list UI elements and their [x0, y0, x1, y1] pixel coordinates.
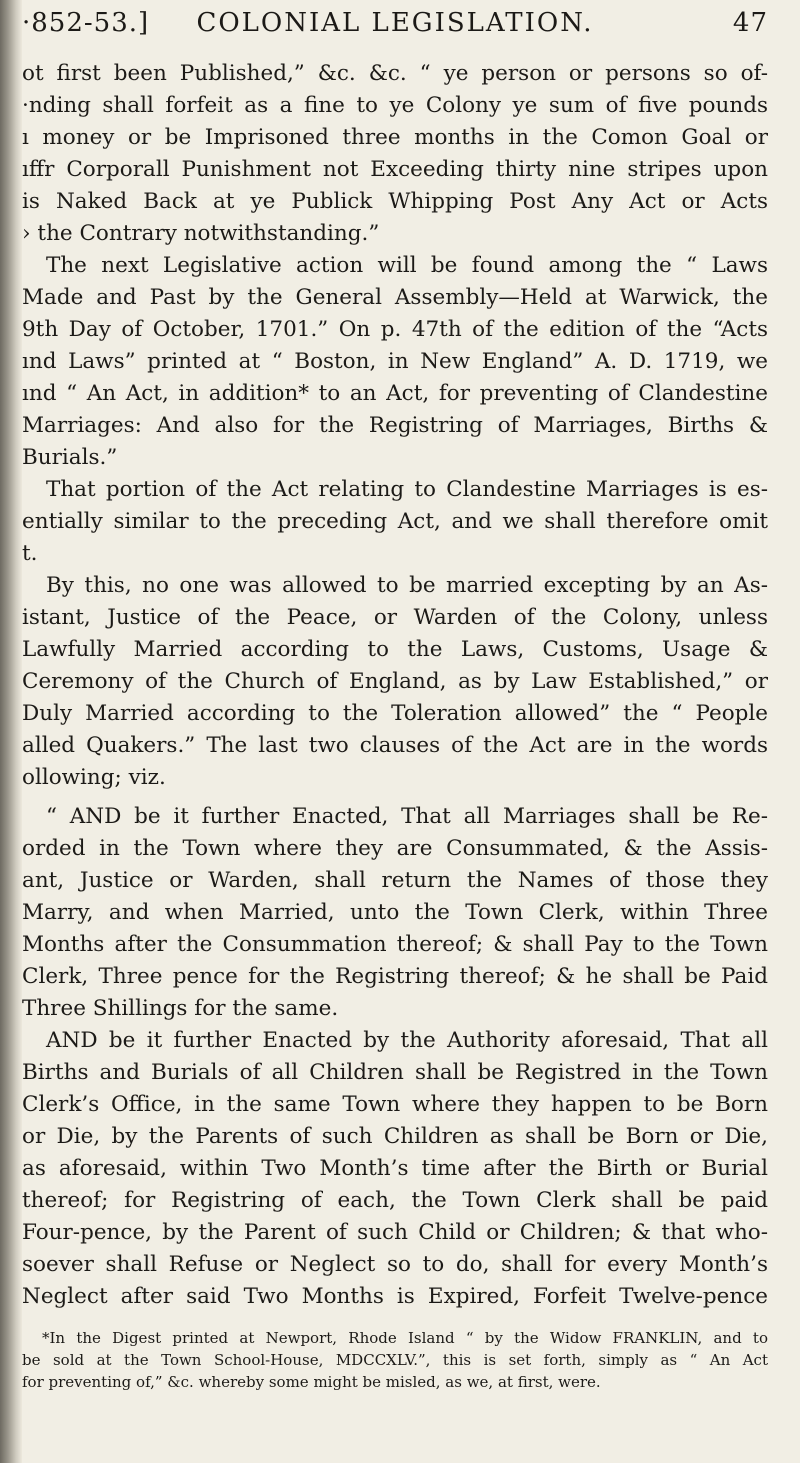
- page-number: 47: [732, 8, 768, 38]
- text-line: Ceremony of the Church of England, as by Law Established,” or: [22, 669, 768, 694]
- text-line: Four-pence, by the Parent of such Child or Children; & that who-: [22, 1220, 768, 1245]
- text-line: ı money or be Imprisoned three months in the Comon Goal or: [22, 125, 768, 150]
- text-line: ınd “ An Act, in addition* to an Act, for preventing of Clandestine: [22, 381, 768, 406]
- text-line: By this, no one was allowed to be married excepting by an As-: [46, 573, 768, 598]
- text-line: Marry, and when Married, unto the Town Clerk, within Three: [22, 900, 768, 925]
- body-text: [22, 58, 768, 1398]
- text-line: 9th Day of October, 1701.” On p. 47th of the edition of the “Acts: [22, 317, 768, 342]
- text-line: ollowing; viz.: [22, 765, 166, 790]
- text-line: That portion of the Act relating to Clandestine Marriages is es-: [46, 477, 768, 502]
- running-header-years: ·852-53.]: [22, 8, 150, 38]
- text-line: as aforesaid, within Two Month’s time after the Birth or Burial: [22, 1156, 768, 1181]
- text-line: Neglect after said Two Months is Expired, Forfeit Twelve-pence: [22, 1284, 768, 1309]
- text-line: “ AND be it further Enacted, That all Marriages shall be Re-: [46, 804, 768, 829]
- text-line: soever shall Refuse or Neglect so to do, shall for every Month’s: [22, 1252, 768, 1277]
- text-line: ·nding shall forfeit as a fine to ye Colony ye sum of five pounds: [22, 93, 768, 118]
- text-line: orded in the Town where they are Consummated, & the Assis-: [22, 836, 768, 861]
- text-line: ıffr Corporall Punishment not Exceeding thirty nine stripes upon: [22, 157, 768, 182]
- footnote: [22, 1327, 768, 1393]
- footnote-line: *In the Digest printed at Newport, Rhode Island “ by the Widow FRANKLIN, and to: [42, 1329, 768, 1347]
- text-line: ot first been Published,” &c. &c. “ ye person or persons so of-: [22, 61, 768, 86]
- text-line: Clerk, Three pence for the Registring thereof; & he shall be Paid: [22, 964, 768, 989]
- text-line: Made and Past by the General Assembly—Held at Warwick, the: [22, 285, 768, 310]
- text-line: Months after the Consummation thereof; & shall Pay to the Town: [22, 932, 768, 957]
- text-line: is Naked Back at ye Publick Whipping Post Any Act or Acts: [22, 189, 768, 214]
- text-line: entially similar to the preceding Act, and we shall therefore omit: [22, 509, 768, 534]
- text-line: ınd Laws” printed at “ Boston, in New England” A. D. 1719, we: [22, 349, 768, 374]
- text-line: Lawfully Married according to the Laws, Customs, Usage &: [22, 637, 768, 662]
- text-line: Births and Burials of all Children shall be Registred in the Town: [22, 1060, 768, 1085]
- text-line: ant, Justice or Warden, shall return the Names of those they: [22, 868, 768, 893]
- text-line: The next Legislative action will be found among the “ Laws: [46, 253, 768, 278]
- text-line: › the Contrary notwithstanding.”: [22, 221, 380, 246]
- footnote-line: for preventing of,” &c. whereby some might be misled, as we, at first, were.: [22, 1373, 601, 1391]
- text-line: alled Quakers.” The last two clauses of the Act are in the words: [22, 733, 768, 758]
- text-line: Clerk’s Office, in the same Town where they happen to be Born: [22, 1092, 768, 1117]
- text-line: Duly Married according to the Toleration allowed” the “ People: [22, 701, 768, 726]
- text-line: AND be it further Enacted by the Authority aforesaid, That all: [46, 1028, 768, 1053]
- page-binding-edge: [0, 0, 22, 1463]
- text-line: or Die, by the Parents of such Children as shall be Born or Die,: [22, 1124, 768, 1149]
- text-line: Marriages: And also for the Registring of Marriages, Births &: [22, 413, 768, 438]
- paragraph-gap: [22, 794, 768, 801]
- text-line: istant, Justice of the Peace, or Warden of the Colony, unless: [22, 605, 768, 630]
- running-header: [22, 8, 768, 58]
- text-line: Three Shillings for the same.: [22, 996, 339, 1021]
- running-header-title: COLONIAL LEGISLATION.: [196, 8, 594, 38]
- footnote-line: be sold at the Town School-House, MDCCXLV.”, this is set forth, simply as “ An Act: [22, 1351, 768, 1369]
- text-line: Burials.”: [22, 445, 118, 470]
- text-line: t.: [22, 541, 38, 566]
- text-line: thereof; for Registring of each, the Town Clerk shall be paid: [22, 1188, 768, 1213]
